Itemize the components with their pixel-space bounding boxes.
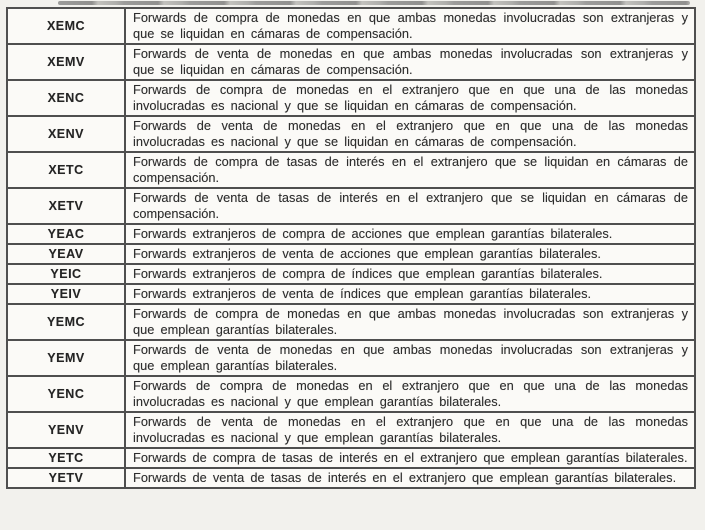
description-cell: Forwards extranjeros de compra de acciones que emplean garantías bilaterales. [125, 224, 695, 244]
table-row [7, 340, 695, 376]
description-cell: Forwards de compra de monedas en el extranjero que en que una de las monedas involucradas es nacional y que se liquidan en cámaras de compensación. [125, 80, 695, 116]
description-cell: Forwards de compra de tasas de interés en el extranjero que se liquidan en cámaras de compensación. [125, 152, 695, 188]
table-row [7, 8, 695, 44]
table-row [7, 448, 695, 468]
code-cell: YEIC [7, 264, 125, 284]
description-cell: Forwards extranjeros de venta de acciones que emplean garantías bilaterales. [125, 244, 695, 264]
table-row [7, 188, 695, 224]
description-cell: Forwards de venta de monedas en el extranjero que en que una de las monedas involucradas es nacional y que emplean garantías bilaterales. [125, 412, 695, 448]
description-cell: Forwards de compra de monedas en el extranjero que en que una de las monedas involucradas es nacional y que emplean garantías bilaterales. [125, 376, 695, 412]
description-cell: Forwards extranjeros de compra de índices que emplean garantías bilaterales. [125, 264, 695, 284]
table-row [7, 244, 695, 264]
code-cell: XETV [7, 188, 125, 224]
table-row [7, 264, 695, 284]
code-cell: YENV [7, 412, 125, 448]
description-cell: Forwards de venta de tasas de interés en el extranjero que se liquidan en cámaras de compensación. [125, 188, 695, 224]
description-cell: Forwards de compra de monedas en que ambas monedas involucradas son extranjeras y que se liquidan en cámaras de compensación. [125, 8, 695, 44]
code-cell: YENC [7, 376, 125, 412]
description-cell: Forwards de compra de tasas de interés en el extranjero que emplean garantías bilaterales. [125, 448, 695, 468]
table-row [7, 412, 695, 448]
code-cell: XEMC [7, 8, 125, 44]
code-cell: YETC [7, 448, 125, 468]
description-cell: Forwards extranjeros de venta de índices que emplean garantías bilaterales. [125, 284, 695, 304]
table-row [7, 284, 695, 304]
codes-table-body [7, 8, 695, 488]
code-cell: YEMC [7, 304, 125, 340]
code-cell: YEIV [7, 284, 125, 304]
table-row [7, 44, 695, 80]
code-cell: YETV [7, 468, 125, 488]
description-cell: Forwards de compra de monedas en que ambas monedas involucradas son extranjeras y que emplean garantías bilaterales. [125, 304, 695, 340]
description-cell: Forwards de venta de tasas de interés en el extranjero que emplean garantías bilaterales. [125, 468, 695, 488]
code-cell: XENV [7, 116, 125, 152]
table-row [7, 152, 695, 188]
table-row [7, 376, 695, 412]
code-cell: YEMV [7, 340, 125, 376]
description-cell: Forwards de venta de monedas en que ambas monedas involucradas son extranjeras y que se liquidan en cámaras de compensación. [125, 44, 695, 80]
table-row [7, 116, 695, 152]
code-cell: XENC [7, 80, 125, 116]
scan-artifact [58, 1, 690, 5]
description-cell: Forwards de venta de monedas en que ambas monedas involucradas son extranjeras y que emplean garantías bilaterales. [125, 340, 695, 376]
table-row [7, 304, 695, 340]
table-row [7, 80, 695, 116]
description-cell: Forwards de venta de monedas en el extranjero que en que una de las monedas involucradas es nacional y que se liquidan en cámaras de compensación. [125, 116, 695, 152]
codes-table [6, 7, 696, 489]
table-row [7, 224, 695, 244]
table-row [7, 468, 695, 488]
code-cell: XETC [7, 152, 125, 188]
code-cell: XEMV [7, 44, 125, 80]
code-cell: YEAV [7, 244, 125, 264]
code-cell: YEAC [7, 224, 125, 244]
